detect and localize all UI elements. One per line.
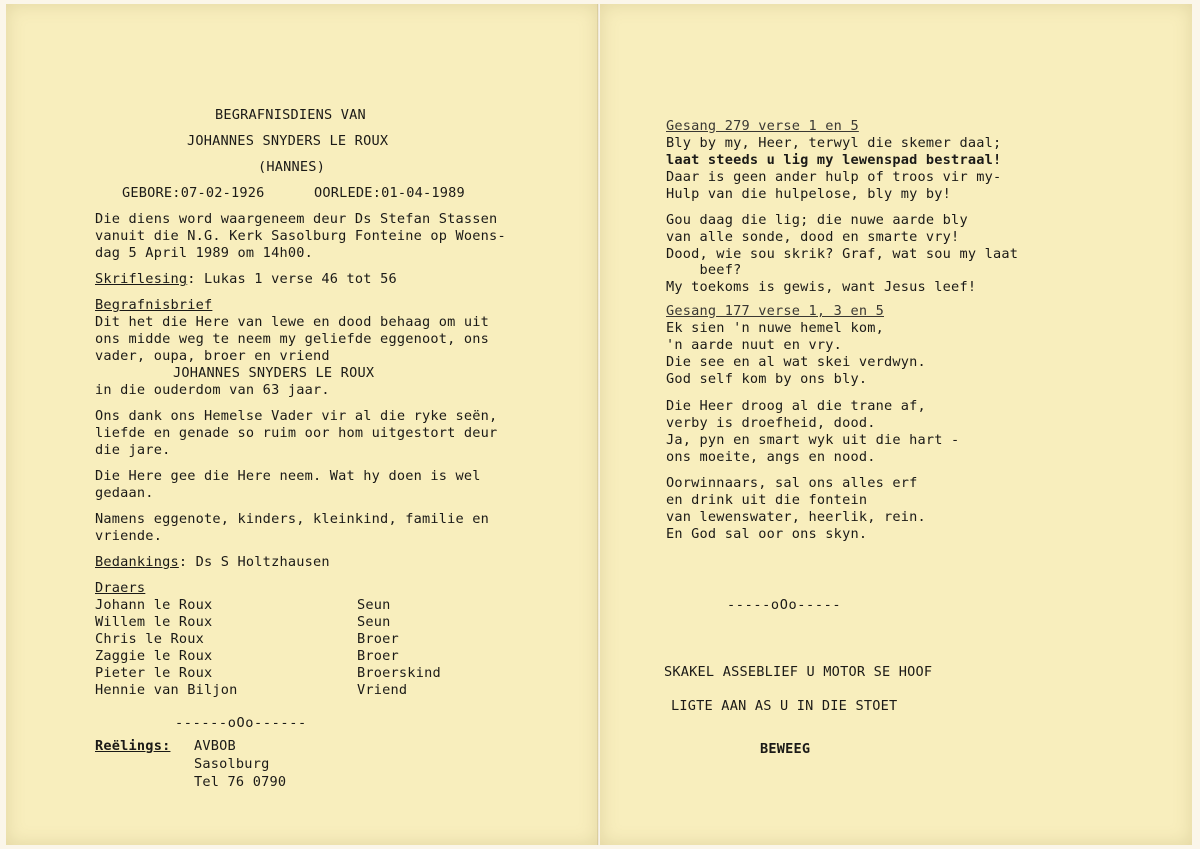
proverb-line: Die Here gee die Here neem. Wat hy doen is wel bbox=[95, 468, 481, 484]
deceased-name: JOHANNES SNYDERS LE ROUX bbox=[187, 133, 389, 149]
hymn-line: En God sal oor ons skyn. bbox=[666, 526, 868, 542]
hymn-line: van lewenswater, heerlik, rein. bbox=[666, 509, 926, 525]
letter-heading: Begrafnisbrief bbox=[95, 297, 213, 313]
letter-line: ons midde weg te neem my geliefde eggenoot, ons bbox=[95, 331, 490, 347]
letter-line: Dit het die Here van lewe en dood behaag om uit bbox=[95, 314, 490, 330]
deceased-nickname: (HANNES) bbox=[258, 159, 326, 175]
notice-line: LIGTE AAN AS U IN DIE STOET bbox=[671, 698, 898, 714]
acknowledgements-label: Bedankings bbox=[95, 554, 179, 570]
bearer-name: Willem le Roux bbox=[95, 614, 213, 630]
letter-line: vader, oupa, broer en vriend bbox=[95, 348, 330, 364]
hymn-line: Daar is geen ander hulp of troos vir my- bbox=[666, 169, 1002, 185]
bearer-relation: Vriend bbox=[357, 682, 408, 698]
proverb-line: gedaan. bbox=[95, 485, 154, 501]
bearer-name: Hennie van Biljon bbox=[95, 682, 238, 698]
bearer-relation: Broerskind bbox=[357, 665, 441, 681]
letter-age: in die ouderdom van 63 jaar. bbox=[95, 382, 330, 398]
hymn-line: My toekoms is gewis, want Jesus leef! bbox=[666, 279, 977, 295]
hymn-line: 'n aarde nuut en vry. bbox=[666, 337, 843, 353]
hymn-line: Die see en al wat skei verdwyn. bbox=[666, 354, 926, 370]
service-title: BEGRAFNISDIENS VAN bbox=[215, 107, 366, 123]
hymn-line: Bly by my, Heer, terwyl die skemer daal; bbox=[666, 135, 1002, 151]
hymn-line: laat steeds u lig my lewenspad bestraal! bbox=[666, 152, 1002, 168]
bearer-relation: Seun bbox=[357, 614, 391, 630]
arrangements-line: Tel 76 0790 bbox=[194, 774, 287, 790]
hymn-heading: Gesang 279 verse 1 en 5 bbox=[666, 118, 859, 134]
hymn-line: van alle sonde, dood en smarte vry! bbox=[666, 229, 960, 245]
hymn-heading: Gesang 177 verse 1, 3 en 5 bbox=[666, 303, 884, 319]
scripture-text: : Lukas 1 verse 46 tot 56 bbox=[187, 271, 397, 287]
hymn-line: Gou daag die lig; die nuwe aarde bly bbox=[666, 212, 968, 228]
arrangements-line: AVBOB bbox=[194, 738, 236, 754]
letter-deceased-name: JOHANNES SNYDERS LE ROUX bbox=[173, 365, 375, 381]
service-line: vanuit die N.G. Kerk Sasolburg Fonteine op Woens- bbox=[95, 228, 506, 244]
hymn-line: Oorwinnaars, sal ons alles erf bbox=[666, 475, 918, 491]
separator: ------oOo------ bbox=[175, 715, 307, 731]
behalf-line: vriende. bbox=[95, 528, 163, 544]
notice-line: SKAKEL ASSEBLIEF U MOTOR SE HOOF bbox=[664, 664, 933, 680]
service-line: dag 5 April 1989 om 14h00. bbox=[95, 245, 313, 261]
birth-date: GEBORE:07-02-1926 bbox=[122, 185, 265, 201]
hymn-line: Ja, pyn en smart wyk uit die hart - bbox=[666, 432, 960, 448]
hymn-line: Die Heer droog al die trane af, bbox=[666, 398, 926, 414]
scripture-reading bbox=[95, 271, 397, 289]
hymn-line: Dood, wie sou skrik? Graf, wat sou my laat bbox=[666, 246, 1019, 262]
arrangements-label: Reëlings: bbox=[95, 738, 171, 754]
center-fold bbox=[597, 4, 600, 845]
hymn-line: beef? bbox=[666, 262, 742, 278]
bearer-name: Pieter le Roux bbox=[95, 665, 213, 681]
acknowledgements-text: : Ds S Holtzhausen bbox=[178, 554, 330, 570]
thanks-line: die jare. bbox=[95, 442, 171, 458]
hymn-line: Ek sien 'n nuwe hemel kom, bbox=[666, 320, 884, 336]
thanks-line: liefde en genade so ruim oor hom uitgestort deur bbox=[95, 425, 498, 441]
notice-line: BEWEEG bbox=[760, 741, 811, 757]
bearer-relation: Broer bbox=[357, 631, 399, 647]
thanks-line: Ons dank ons Hemelse Vader vir al die ryke seën, bbox=[95, 408, 498, 424]
bearer-relation: Seun bbox=[357, 597, 391, 613]
hymn-line: ons moeite, angs en nood. bbox=[666, 449, 876, 465]
bearer-name: Johann le Roux bbox=[95, 597, 213, 613]
bearers-heading: Draers bbox=[95, 580, 146, 596]
bearer-name: Zaggie le Roux bbox=[95, 648, 213, 664]
death-date: OORLEDE:01-04-1989 bbox=[314, 185, 465, 201]
bearer-relation: Broer bbox=[357, 648, 399, 664]
acknowledgements bbox=[95, 554, 330, 572]
hymn-line: God self kom by ons bly. bbox=[666, 371, 868, 387]
arrangements-line: Sasolburg bbox=[194, 756, 270, 772]
scripture-label: Skriflesing bbox=[95, 271, 188, 287]
behalf-line: Namens eggenote, kinders, kleinkind, familie en bbox=[95, 511, 490, 527]
hymn-line: Hulp van die hulpelose, bly my by! bbox=[666, 186, 952, 202]
bearer-name: Chris le Roux bbox=[95, 631, 204, 647]
separator: -----oOo----- bbox=[727, 597, 842, 613]
hymn-line: en drink uit die fontein bbox=[666, 492, 868, 508]
service-line: Die diens word waargeneem deur Ds Stefan Stassen bbox=[95, 211, 498, 227]
hymn-line: verby is droefheid, dood. bbox=[666, 415, 876, 431]
